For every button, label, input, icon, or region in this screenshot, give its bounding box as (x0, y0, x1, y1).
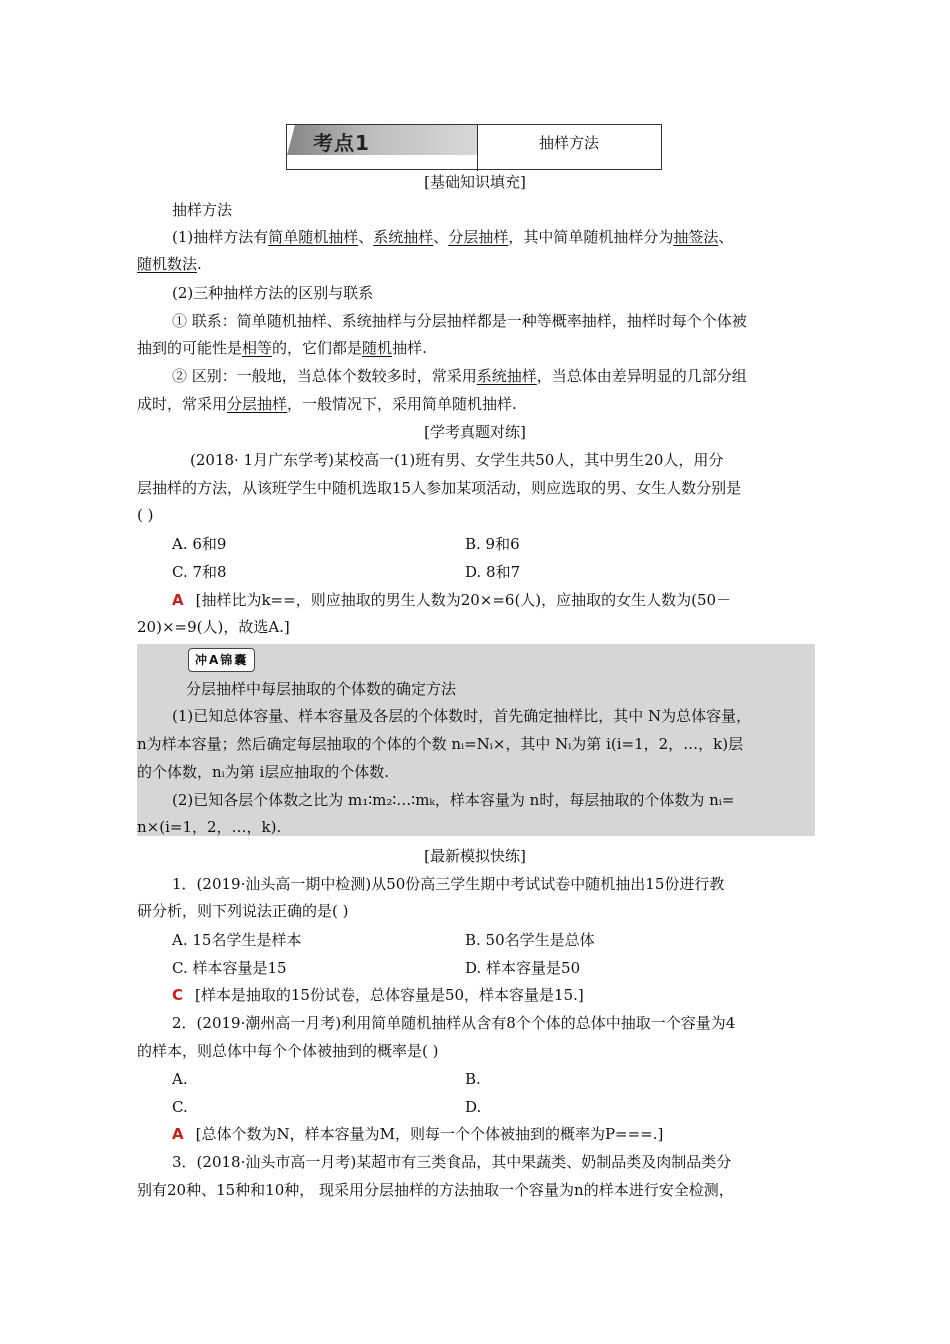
basics-heading: [基础知识填充] (424, 173, 526, 191)
basics-p1-line1: (1)抽样方法有简单随机抽样、系统抽样、分层抽样，其中简单随机抽样分为抽签法、 (172, 228, 734, 246)
q1-line1: 1．(2019·汕头高一期中检测)从50份高三学生期中考试试卷中随机抽出15份进行教 (172, 875, 725, 893)
q2-line1: 2．(2019·潮州高一月考)利用简单随机抽样从含有8个个体的总体中抽取一个容量为4 (172, 1014, 736, 1032)
mock-heading: [最新模拟快练] (424, 847, 526, 865)
basics-p4-line2: 成时，常采用分层抽样，一般情况下，采用简单随机抽样. (137, 395, 517, 413)
section-header (286, 124, 662, 170)
q2-answer-letter: A (172, 1125, 184, 1143)
q2-solution: A [总体个数为N，样本容量为M，则每一个个体被抽到的概率为P===.] (172, 1125, 664, 1143)
exam-heading: [学考真题对练] (424, 423, 526, 441)
exam-solution-line2: 20)×=9(人)，故选A.] (137, 618, 290, 636)
basics-p2: (2)三种抽样方法的区别与联系 (172, 284, 374, 302)
header-title: 抽样方法 (538, 134, 599, 152)
q1-option-d: D. 样本容量是50 (465, 959, 581, 977)
q1-option-b: B. 50名学生是总体 (465, 931, 595, 949)
tips-line4: (2)已知各层个体数之比为 m₁∶m₂∶…∶mₖ，样本容量为 n时，每层抽取的个体数为 nᵢ= (172, 791, 735, 809)
option-b: B. 9和6 (465, 535, 520, 553)
q1-solution: C [样本是抽取的15份试卷，总体容量是50，样本容量是15.] (172, 986, 584, 1004)
tips-title: 分层抽样中每层抽取的个体数的确定方法 (186, 680, 457, 698)
basics-p4-line1: ② 区别：一般地，当总体个数较多时，常采用系统抽样，当总体由差异明显的几部分组 (172, 367, 747, 385)
q2-option-a: A. (172, 1070, 188, 1088)
tips-badge: 冲A锦囊 (188, 648, 255, 672)
option-c: C. 7和8 (172, 563, 227, 581)
exam-question-line1: (2018· 1月广东学考)某校高一(1)班有男、女学生共50人，其中男生20人，用分 (190, 451, 724, 469)
option-d: D. 8和7 (465, 563, 521, 581)
q3-line2: 别有20种、15种和10种， 现采用分层抽样的方法抽取一个容量为n的样本进行安全检测， (137, 1181, 734, 1199)
q1-line2: 研分析，则下列说法正确的是( ) (137, 902, 349, 920)
q1-answer-letter: C (172, 986, 184, 1004)
q1-option-c: C. 样本容量是15 (172, 959, 287, 977)
header-tab-label: 考点1 (313, 131, 370, 155)
exam-question-line3: ( ) (137, 506, 154, 524)
answer-letter: A (172, 591, 184, 609)
q2-option-b: B. (465, 1070, 481, 1088)
q2-line2: 的样本，则总体中每个个体被抽到的概率是( ) (137, 1042, 439, 1060)
tips-line2: n为样本容量；然后确定每层抽取的个体的个数 nᵢ=Nᵢ×，其中 Nᵢ为第 i(i=1，2，…，k)层 (137, 735, 744, 753)
exam-question-line2: 层抽样的方法，从该班学生中随机选取15人参加某项活动，则应选取的男、女生人数分别是 (137, 479, 742, 497)
tips-line5: n×(i=1，2，…，k). (137, 818, 282, 836)
basics-topic: 抽样方法 (172, 201, 233, 219)
basics-p3-line2: 抽到的可能性是相等的，它们都是随机抽样. (137, 339, 427, 357)
q2-option-d: D. (465, 1098, 482, 1116)
q1-option-a: A. 15名学生是样本 (172, 931, 302, 949)
exam-solution-line1: A [抽样比为k==，则应抽取的男生人数为20×=6(人)，应抽取的女生人数为(50－ (172, 591, 732, 609)
basics-p3-line1: ① 联系：简单随机抽样、系统抽样与分层抽样都是一种等概率抽样，抽样时每个个体被 (172, 312, 747, 330)
tips-line3: 的个体数，nᵢ为第 i层应抽取的个体数. (137, 763, 390, 781)
q3-line1: 3．(2018·汕头市高一月考)某超市有三类食品，其中果蔬类、奶制品类及肉制品类分 (172, 1153, 732, 1171)
q2-option-c: C. (172, 1098, 188, 1116)
exam-options-row1 (172, 534, 226, 554)
option-a: A. 6和9 (172, 535, 227, 553)
tips-line1: (1)已知总体容量、样本容量及各层的个体数时，首先确定抽样比，其中 N为总体容量， (172, 707, 752, 725)
basics-p1-line2: 随机数法. (137, 255, 202, 273)
